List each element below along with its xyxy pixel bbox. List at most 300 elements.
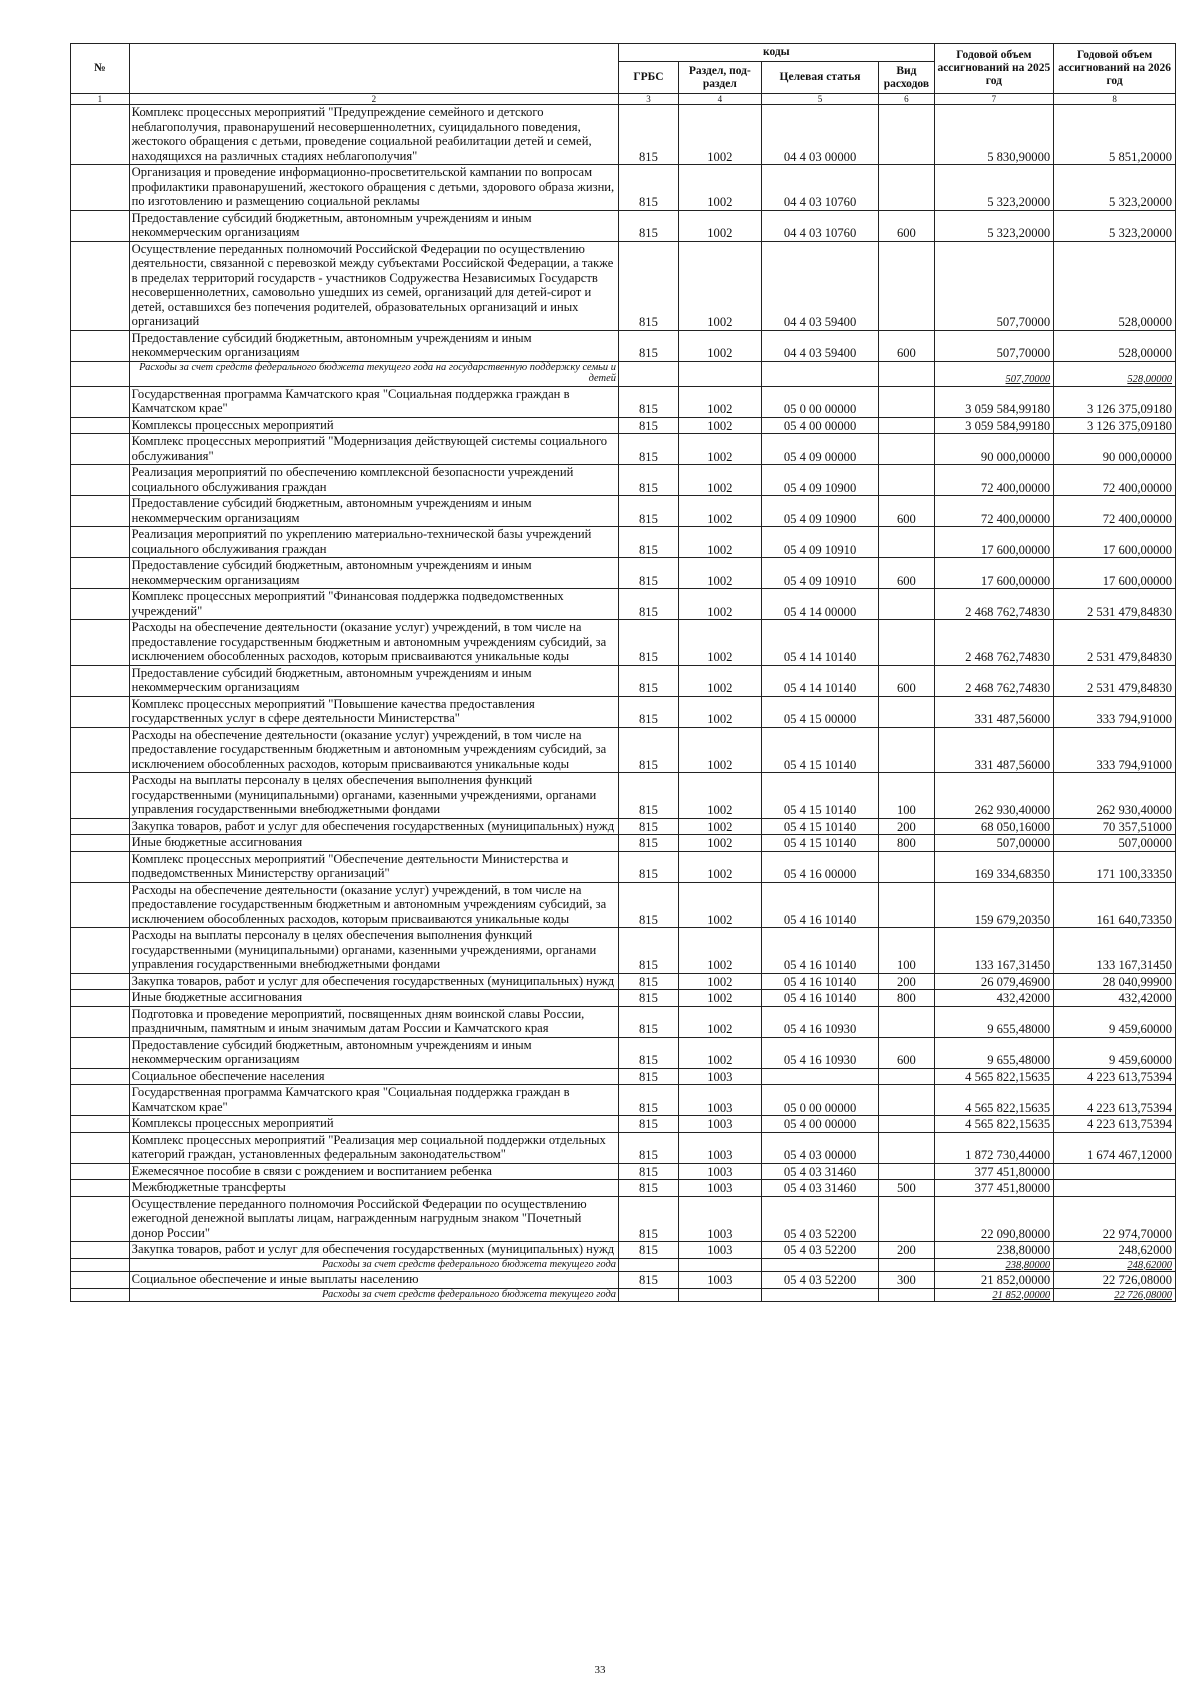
- row-number-cell: [71, 1006, 130, 1037]
- amount-2026: 3 126 375,09180: [1054, 386, 1176, 417]
- expense-name: Социальное обеспечение населения: [129, 1068, 618, 1085]
- expense-type-code: [879, 417, 934, 434]
- expense-name: Расходы на выплаты персоналу в целях обеспечения выполнения функций государственными (муниципальными) органами, казенными учреждениями, органами управления государственными внебюджетными фондами: [129, 928, 618, 974]
- section-code: 1003: [678, 1116, 761, 1133]
- section-code: 1003: [678, 1180, 761, 1197]
- target-code: 05 4 03 52200: [761, 1196, 878, 1242]
- target-code: 05 4 03 31460: [761, 1163, 878, 1180]
- amount-2025: 17 600,00000: [934, 558, 1054, 589]
- row-number-cell: [71, 1163, 130, 1180]
- section-code: 1002: [678, 386, 761, 417]
- amount-2025: 3 059 584,99180: [934, 386, 1054, 417]
- expense-name: Расходы за счет средств федерального бюджета текущего года: [129, 1288, 618, 1302]
- expense-name: Осуществление переданных полномочий Российской Федерации по осуществлению деятельности, связанной с перевозкой между субъектами Российской Федерации, а также в пределах территорий государств - участников Содружества Независимых Государств несовершеннолетних, самовольно ушедших из семей, организаций для детей-сирот и детей, оставшихся без попечения родителей, образовательных организаций и иных организаций: [129, 241, 618, 330]
- table-row: [71, 434, 1176, 465]
- amount-2026: 161 640,73350: [1054, 882, 1176, 928]
- grbs-code: 815: [619, 105, 679, 165]
- section-code: 1002: [678, 773, 761, 819]
- section-code: 1002: [678, 558, 761, 589]
- expense-type-code: [879, 1288, 934, 1302]
- expense-type-code: 600: [879, 558, 934, 589]
- expense-name: Ежемесячное пособие в связи с рождением и воспитанием ребенка: [129, 1163, 618, 1180]
- grbs-code: 815: [619, 1037, 679, 1068]
- amount-2026: 507,00000: [1054, 835, 1176, 852]
- table-row: [71, 589, 1176, 620]
- amount-2025: 169 334,68350: [934, 851, 1054, 882]
- federal-budget-row: [71, 361, 1176, 386]
- amount-2025: 3 059 584,99180: [934, 417, 1054, 434]
- amount-2025: 5 323,20000: [934, 165, 1054, 211]
- amount-2026: 528,00000: [1054, 361, 1176, 386]
- target-code: 05 4 00 00000: [761, 1116, 878, 1133]
- expense-type-code: [879, 882, 934, 928]
- amount-2025: 72 400,00000: [934, 465, 1054, 496]
- expense-type-code: 200: [879, 1242, 934, 1259]
- table-body: [71, 105, 1176, 1302]
- column-number: 2: [129, 94, 618, 105]
- expense-type-code: [879, 1196, 934, 1242]
- grbs-code: 815: [619, 727, 679, 773]
- amount-2026: 5 323,20000: [1054, 165, 1176, 211]
- row-number-cell: [71, 727, 130, 773]
- column-number: 6: [879, 94, 934, 105]
- expense-name: Социальное обеспечение и иные выплаты населению: [129, 1272, 618, 1289]
- amount-2026: 5 851,20000: [1054, 105, 1176, 165]
- section-code: [678, 1288, 761, 1302]
- expense-type-code: 200: [879, 973, 934, 990]
- expense-name: Предоставление субсидий бюджетным, автономным учреждениям и иным некоммерческим организациям: [129, 330, 618, 361]
- expense-name: Предоставление субсидий бюджетным, автономным учреждениям и иным некоммерческим организациям: [129, 496, 618, 527]
- target-code: 05 4 00 00000: [761, 417, 878, 434]
- amount-2026: 28 040,99900: [1054, 973, 1176, 990]
- table-row: [71, 558, 1176, 589]
- row-number-cell: [71, 1272, 130, 1289]
- grbs-code: 815: [619, 835, 679, 852]
- expense-type-code: [879, 1116, 934, 1133]
- grbs-code: 815: [619, 558, 679, 589]
- amount-2026: 4 223 613,75394: [1054, 1068, 1176, 1085]
- expense-name: Предоставление субсидий бюджетным, автономным учреждениям и иным некоммерческим организациям: [129, 1037, 618, 1068]
- target-code: 05 4 09 10910: [761, 527, 878, 558]
- section-code: 1002: [678, 165, 761, 211]
- grbs-code: 815: [619, 165, 679, 211]
- target-code: 05 4 03 52200: [761, 1272, 878, 1289]
- expense-type-code: [879, 1258, 934, 1272]
- amount-2025: 262 930,40000: [934, 773, 1054, 819]
- expense-name: Комплексы процессных мероприятий: [129, 1116, 618, 1133]
- row-number-cell: [71, 1196, 130, 1242]
- row-number-cell: [71, 417, 130, 434]
- row-number-cell: [71, 1258, 130, 1272]
- section-code: 1002: [678, 990, 761, 1007]
- expense-type-code: [879, 1068, 934, 1085]
- expense-type-code: [879, 589, 934, 620]
- grbs-code: 815: [619, 330, 679, 361]
- amount-2025: 9 655,48000: [934, 1006, 1054, 1037]
- section-code: 1003: [678, 1196, 761, 1242]
- expense-type-code: [879, 1006, 934, 1037]
- header-grbs: ГРБС: [619, 62, 679, 94]
- expense-type-code: [879, 1132, 934, 1163]
- expense-name: Расходы на выплаты персоналу в целях обеспечения выполнения функций государственными (муниципальными) органами, казенными учреждениями, органами управления государственными внебюджетными фондами: [129, 773, 618, 819]
- expense-name: Иные бюджетные ассигнования: [129, 835, 618, 852]
- expense-type-code: [879, 386, 934, 417]
- federal-budget-row: [71, 1258, 1176, 1272]
- amount-2025: 22 090,80000: [934, 1196, 1054, 1242]
- row-number-cell: [71, 496, 130, 527]
- expense-type-code: [879, 1085, 934, 1116]
- amount-2026: 70 357,51000: [1054, 818, 1176, 835]
- expense-name: Расходы на обеспечение деятельности (оказание услуг) учреждений, в том числе на предоставление государственным бюджетным и автономным учреждениям субсидий, за исключением обособленных расходов, которым присваиваются уникальные коды: [129, 727, 618, 773]
- grbs-code: 815: [619, 210, 679, 241]
- row-number-cell: [71, 1116, 130, 1133]
- table-row: [71, 1272, 1176, 1289]
- target-code: 05 4 16 10140: [761, 990, 878, 1007]
- section-code: [678, 361, 761, 386]
- target-code: 05 4 09 10900: [761, 465, 878, 496]
- section-code: 1002: [678, 620, 761, 666]
- grbs-code: 815: [619, 1006, 679, 1037]
- amount-2025: 2 468 762,74830: [934, 589, 1054, 620]
- amount-2025: 377 451,80000: [934, 1163, 1054, 1180]
- expense-name: Комплекс процессных мероприятий "Повышение качества предоставления государственных услуг в сфере деятельности Министерства": [129, 696, 618, 727]
- amount-2025: 4 565 822,15635: [934, 1116, 1054, 1133]
- row-number-cell: [71, 105, 130, 165]
- row-number-cell: [71, 696, 130, 727]
- expense-type-code: [879, 165, 934, 211]
- table-row: [71, 851, 1176, 882]
- table-row: [71, 1037, 1176, 1068]
- grbs-code: 815: [619, 386, 679, 417]
- expense-name: Подготовка и проведение мероприятий, посвященных дням воинской славы России, праздничным, памятным и иным значимым датам России и Камчатского края: [129, 1006, 618, 1037]
- expense-type-code: [879, 465, 934, 496]
- amount-2026: [1054, 1180, 1176, 1197]
- expense-name: Закупка товаров, работ и услуг для обеспечения государственных (муниципальных) нужд: [129, 973, 618, 990]
- target-code: 05 4 03 00000: [761, 1132, 878, 1163]
- row-number-cell: [71, 1288, 130, 1302]
- section-code: 1002: [678, 241, 761, 330]
- amount-2026: 22 726,08000: [1054, 1288, 1176, 1302]
- amount-2026: 248,62000: [1054, 1258, 1176, 1272]
- expense-type-code: [879, 696, 934, 727]
- table-row: [71, 105, 1176, 165]
- section-code: 1002: [678, 330, 761, 361]
- target-code: 04 4 03 59400: [761, 241, 878, 330]
- grbs-code: 815: [619, 417, 679, 434]
- row-number-cell: [71, 558, 130, 589]
- expense-name: Комплекс процессных мероприятий "Обеспечение деятельности Министерства и подведомственных Министерству организаций": [129, 851, 618, 882]
- expense-type-code: [879, 361, 934, 386]
- expense-type-code: 600: [879, 330, 934, 361]
- grbs-code: 815: [619, 851, 679, 882]
- expense-name: Государственная программа Камчатского края "Социальная поддержка граждан в Камчатском крае": [129, 386, 618, 417]
- amount-2026: [1054, 1163, 1176, 1180]
- grbs-code: 815: [619, 1085, 679, 1116]
- section-code: 1002: [678, 1006, 761, 1037]
- target-code: 05 4 14 00000: [761, 589, 878, 620]
- amount-2026: 133 167,31450: [1054, 928, 1176, 974]
- expense-name: Межбюджетные трансферты: [129, 1180, 618, 1197]
- amount-2026: 528,00000: [1054, 330, 1176, 361]
- section-code: 1002: [678, 527, 761, 558]
- grbs-code: 815: [619, 818, 679, 835]
- amount-2026: 262 930,40000: [1054, 773, 1176, 819]
- grbs-code: 815: [619, 1116, 679, 1133]
- section-code: 1002: [678, 105, 761, 165]
- column-number: 5: [761, 94, 878, 105]
- grbs-code: 815: [619, 773, 679, 819]
- amount-2026: 2 531 479,84830: [1054, 589, 1176, 620]
- amount-2026: 171 100,33350: [1054, 851, 1176, 882]
- table-row: [71, 990, 1176, 1007]
- row-number-cell: [71, 928, 130, 974]
- row-number-cell: [71, 386, 130, 417]
- target-code: 05 4 09 10910: [761, 558, 878, 589]
- expense-type-code: 600: [879, 1037, 934, 1068]
- amount-2026: 22 726,08000: [1054, 1272, 1176, 1289]
- section-code: 1003: [678, 1085, 761, 1116]
- amount-2025: 90 000,00000: [934, 434, 1054, 465]
- grbs-code: 815: [619, 1242, 679, 1259]
- amount-2025: 331 487,56000: [934, 696, 1054, 727]
- amount-2026: 17 600,00000: [1054, 527, 1176, 558]
- target-code: [761, 1288, 878, 1302]
- grbs-code: 815: [619, 1180, 679, 1197]
- target-code: 05 4 16 00000: [761, 851, 878, 882]
- table-row: [71, 973, 1176, 990]
- expense-type-code: 300: [879, 1272, 934, 1289]
- header-no: №: [71, 44, 130, 94]
- grbs-code: [619, 1258, 679, 1272]
- expense-name: Предоставление субсидий бюджетным, автономным учреждениям и иным некоммерческим организациям: [129, 558, 618, 589]
- target-code: 05 4 16 10930: [761, 1037, 878, 1068]
- table-row: [71, 1242, 1176, 1259]
- target-code: 05 4 15 10140: [761, 727, 878, 773]
- expense-name: Предоставление субсидий бюджетным, автономным учреждениям и иным некоммерческим организациям: [129, 665, 618, 696]
- grbs-code: 815: [619, 1132, 679, 1163]
- amount-2026: 17 600,00000: [1054, 558, 1176, 589]
- row-number-cell: [71, 620, 130, 666]
- column-number: 3: [619, 94, 679, 105]
- target-code: 04 4 03 10760: [761, 165, 878, 211]
- target-code: [761, 1068, 878, 1085]
- section-code: 1002: [678, 210, 761, 241]
- section-code: 1002: [678, 465, 761, 496]
- section-code: 1002: [678, 818, 761, 835]
- amount-2025: 5 830,90000: [934, 105, 1054, 165]
- expense-type-code: [879, 527, 934, 558]
- expense-name: Организация и проведение информационно-просветительской кампании по вопросам профилактики правонарушений, жестокого обращения с детьми, здорового образа жизни, по изготовлению и размещению социальной рекламы: [129, 165, 618, 211]
- section-code: [678, 1258, 761, 1272]
- grbs-code: 815: [619, 620, 679, 666]
- amount-2025: 26 079,46900: [934, 973, 1054, 990]
- section-code: 1002: [678, 727, 761, 773]
- header-2025: Годовой объем ассигнований на 2025 год: [934, 44, 1054, 94]
- table-row: [71, 1116, 1176, 1133]
- expense-type-code: [879, 105, 934, 165]
- table-row: [71, 165, 1176, 211]
- row-number-cell: [71, 882, 130, 928]
- target-code: 05 4 15 10140: [761, 835, 878, 852]
- expense-name: Предоставление субсидий бюджетным, автономным учреждениям и иным некоммерческим организациям: [129, 210, 618, 241]
- section-code: 1002: [678, 928, 761, 974]
- table-row: [71, 1196, 1176, 1242]
- grbs-code: 815: [619, 241, 679, 330]
- table-row: [71, 665, 1176, 696]
- target-code: 05 4 16 10140: [761, 973, 878, 990]
- target-code: 05 4 09 00000: [761, 434, 878, 465]
- section-code: 1002: [678, 434, 761, 465]
- expense-type-code: 600: [879, 496, 934, 527]
- table-row: [71, 241, 1176, 330]
- target-code: 05 4 15 00000: [761, 696, 878, 727]
- section-code: 1002: [678, 851, 761, 882]
- expense-name: Комплекс процессных мероприятий "Реализация мер социальной поддержки отдельных категорий граждан, установленных федеральным законодательством": [129, 1132, 618, 1163]
- header-2026: Годовой объем ассигнований на 2026 год: [1054, 44, 1176, 94]
- target-code: 05 4 16 10930: [761, 1006, 878, 1037]
- row-number-cell: [71, 165, 130, 211]
- amount-2025: 507,70000: [934, 361, 1054, 386]
- amount-2026: 9 459,60000: [1054, 1006, 1176, 1037]
- amount-2025: 331 487,56000: [934, 727, 1054, 773]
- table-row: [71, 1085, 1176, 1116]
- amount-2026: 90 000,00000: [1054, 434, 1176, 465]
- row-number-cell: [71, 330, 130, 361]
- expense-type-code: [879, 241, 934, 330]
- amount-2026: 9 459,60000: [1054, 1037, 1176, 1068]
- expense-name: Реализация мероприятий по обеспечению комплексной безопасности учреждений социального обслуживания граждан: [129, 465, 618, 496]
- amount-2026: 528,00000: [1054, 241, 1176, 330]
- section-code: 1002: [678, 835, 761, 852]
- amount-2025: 507,70000: [934, 330, 1054, 361]
- amount-2025: 4 565 822,15635: [934, 1085, 1054, 1116]
- header-expense-type: Вид расходов: [879, 62, 934, 94]
- table-row: [71, 835, 1176, 852]
- target-code: [761, 361, 878, 386]
- target-code: [761, 1258, 878, 1272]
- row-number-cell: [71, 589, 130, 620]
- row-number-cell: [71, 973, 130, 990]
- expense-name: Иные бюджетные ассигнования: [129, 990, 618, 1007]
- expense-name: Расходы на обеспечение деятельности (оказание услуг) учреждений, в том числе на предоставление государственным бюджетным и автономным учреждениям субсидий, за исключением обособленных расходов, которым присваиваются уникальные коды: [129, 620, 618, 666]
- row-number-cell: [71, 1068, 130, 1085]
- amount-2025: 9 655,48000: [934, 1037, 1054, 1068]
- section-code: 1002: [678, 696, 761, 727]
- target-code: 05 4 03 52200: [761, 1242, 878, 1259]
- target-code: 05 4 14 10140: [761, 665, 878, 696]
- section-code: 1002: [678, 882, 761, 928]
- federal-budget-row: [71, 1288, 1176, 1302]
- table-row: [71, 1006, 1176, 1037]
- amount-2026: 72 400,00000: [1054, 465, 1176, 496]
- grbs-code: 815: [619, 1196, 679, 1242]
- amount-2026: 4 223 613,75394: [1054, 1085, 1176, 1116]
- expense-name: Комплекс процессных мероприятий "Финансовая поддержка подведомственных учреждений": [129, 589, 618, 620]
- amount-2025: 4 565 822,15635: [934, 1068, 1054, 1085]
- header-target: Целевая статья: [761, 62, 878, 94]
- section-code: 1003: [678, 1163, 761, 1180]
- amount-2025: 72 400,00000: [934, 496, 1054, 527]
- row-number-cell: [71, 835, 130, 852]
- expense-name: Государственная программа Камчатского края "Социальная поддержка граждан в Камчатском крае": [129, 1085, 618, 1116]
- row-number-cell: [71, 1242, 130, 1259]
- table-row: [71, 773, 1176, 819]
- amount-2026: 333 794,91000: [1054, 727, 1176, 773]
- grbs-code: 815: [619, 973, 679, 990]
- expense-name: Комплекс процессных мероприятий "Модернизация действующей системы социального обслуживания": [129, 434, 618, 465]
- amount-2025: 159 679,20350: [934, 882, 1054, 928]
- table-row: [71, 882, 1176, 928]
- column-number: 8: [1054, 94, 1176, 105]
- expense-type-code: 800: [879, 835, 934, 852]
- expense-name: Реализация мероприятий по укреплению материально-технической базы учреждений социального обслуживания граждан: [129, 527, 618, 558]
- table-row: [71, 386, 1176, 417]
- expense-name: Осуществление переданного полномочия Российской Федерации по осуществлению ежегодной денежной выплаты лицам, награжденным нагрудным знаком "Почетный донор России": [129, 1196, 618, 1242]
- target-code: 05 4 16 10140: [761, 928, 878, 974]
- target-code: 05 0 00 00000: [761, 1085, 878, 1116]
- target-code: 05 4 09 10900: [761, 496, 878, 527]
- amount-2026: 4 223 613,75394: [1054, 1116, 1176, 1133]
- expense-type-code: 600: [879, 210, 934, 241]
- table-row: [71, 465, 1176, 496]
- section-code: 1002: [678, 496, 761, 527]
- grbs-code: 815: [619, 527, 679, 558]
- row-number-cell: [71, 1085, 130, 1116]
- table-row: [71, 527, 1176, 558]
- expense-type-code: [879, 1163, 934, 1180]
- row-number-cell: [71, 361, 130, 386]
- amount-2025: 21 852,00000: [934, 1288, 1054, 1302]
- table-row: [71, 620, 1176, 666]
- grbs-code: [619, 1288, 679, 1302]
- section-code: 1002: [678, 589, 761, 620]
- target-code: 04 4 03 59400: [761, 330, 878, 361]
- amount-2026: 333 794,91000: [1054, 696, 1176, 727]
- amount-2025: 507,00000: [934, 835, 1054, 852]
- expense-type-code: [879, 434, 934, 465]
- section-code: 1002: [678, 1037, 761, 1068]
- target-code: 05 0 00 00000: [761, 386, 878, 417]
- budget-table: [70, 43, 1176, 1302]
- page-number: 33: [594, 1664, 606, 1676]
- grbs-code: 815: [619, 496, 679, 527]
- row-number-cell: [71, 1180, 130, 1197]
- table-row: [71, 727, 1176, 773]
- row-number-cell: [71, 818, 130, 835]
- amount-2026: 432,42000: [1054, 990, 1176, 1007]
- row-number-cell: [71, 665, 130, 696]
- expense-name: Расходы за счет средств федерального бюджета текущего года на государственную поддержку семьи и детей: [129, 361, 618, 386]
- grbs-code: 815: [619, 434, 679, 465]
- target-code: 05 4 14 10140: [761, 620, 878, 666]
- expense-name: Комплекс процессных мероприятий "Предупреждение семейного и детского неблагополучия, правонарушений несовершеннолетних, суицидального поведения, жестокого обращения с детьми, проведение социальной реабилитации детей и семей, находящихся на различных стадиях неблагополучия": [129, 105, 618, 165]
- row-number-cell: [71, 210, 130, 241]
- grbs-code: 815: [619, 589, 679, 620]
- table-row: [71, 1132, 1176, 1163]
- amount-2025: 238,80000: [934, 1258, 1054, 1272]
- section-code: 1003: [678, 1242, 761, 1259]
- grbs-code: 815: [619, 882, 679, 928]
- section-code: 1002: [678, 973, 761, 990]
- grbs-code: 815: [619, 665, 679, 696]
- grbs-code: [619, 361, 679, 386]
- expense-type-code: 200: [879, 818, 934, 835]
- table-header: [71, 44, 1176, 105]
- grbs-code: 815: [619, 465, 679, 496]
- header-codes: коды: [619, 44, 935, 62]
- grbs-code: 815: [619, 990, 679, 1007]
- grbs-code: 815: [619, 1272, 679, 1289]
